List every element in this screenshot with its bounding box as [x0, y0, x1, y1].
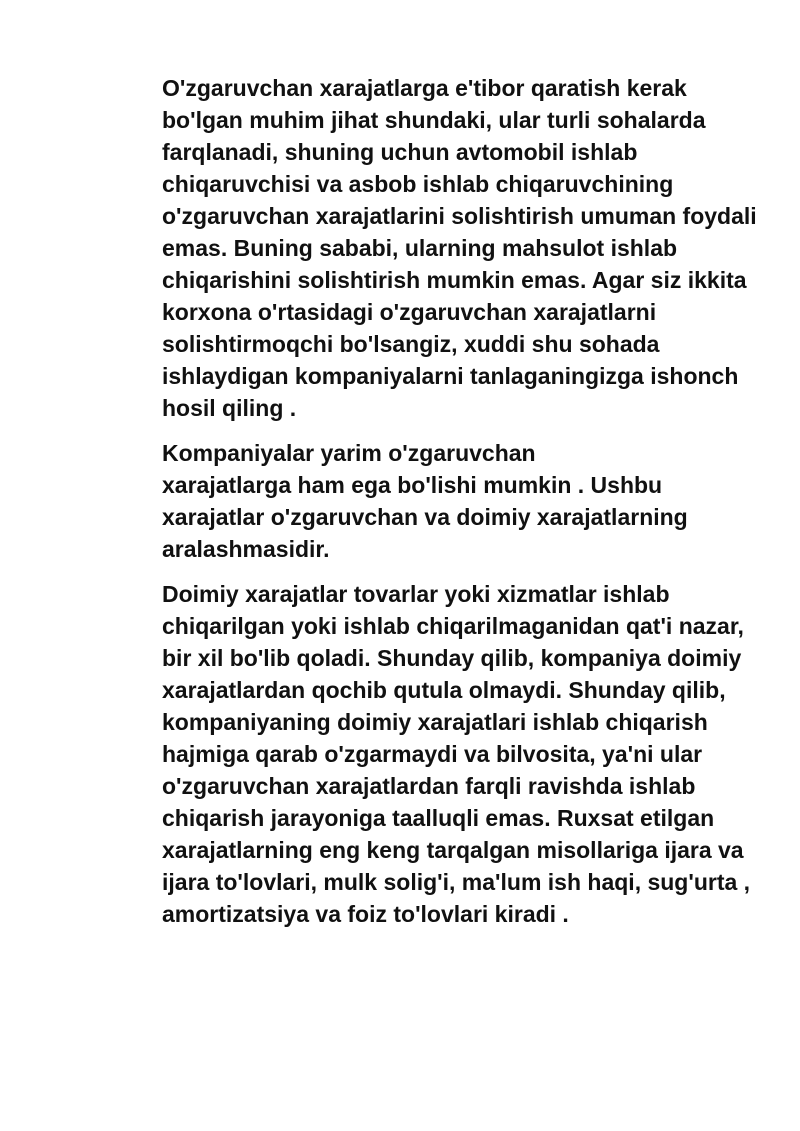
paragraph-2 [116, 437, 756, 565]
paragraph-1 [116, 72, 756, 424]
paragraph-line: solishtirmoqchi bo'lsangiz, xuddi shu sohada [162, 331, 660, 357]
paragraph-line: hosil qiling . [162, 395, 297, 421]
paragraph-line: korxona o'rtasidagi o'zgaruvchan xarajatlarni [162, 299, 657, 325]
paragraph-line: ijara to'lovlari, mulk solig'i, ma'lum ish haqi, sug'urta , [162, 869, 751, 895]
paragraph-line: emas. Buning sababi, ularning mahsulot ishlab [162, 235, 678, 261]
paragraph-line: O'zgaruvchan xarajatlarga e'tibor qaratish kerak [162, 75, 687, 101]
paragraph-line: xarajatlarga ham ega bo'lishi mumkin . Ushbu [162, 472, 663, 498]
paragraph-line: Kompaniyalar yarim o'zgaruvchan [162, 440, 536, 466]
paragraph-line: bir xil bo'lib qoladi. Shunday qilib, kompaniya doimiy [162, 645, 742, 671]
paragraph-line: Doimiy xarajatlar tovarlar yoki xizmatlar ishlab [162, 581, 670, 607]
paragraph-line: amortizatsiya va foiz to'lovlari kiradi . [162, 901, 569, 927]
paragraph-line: xarajatlardan qochib qutula olmaydi. Shunday qilib, [162, 677, 726, 703]
paragraph-line: o'zgaruvchan xarajatlarini solishtirish umuman foydali [162, 203, 757, 229]
paragraph-line: aralashmasidir. [162, 536, 330, 562]
paragraph-line: xarajatlarning eng keng tarqalgan misollariga ijara va [162, 837, 744, 863]
document-body [116, 72, 756, 943]
paragraph-line: chiqarish jarayoniga taalluqli emas. Ruxsat etilgan [162, 805, 715, 831]
paragraph-line: xarajatlar o'zgaruvchan va doimiy xarajatlarning [162, 504, 688, 530]
paragraph-line: ishlaydigan kompaniyalarni tanlaganingizga ishonch [162, 363, 739, 389]
paragraph-line: farqlanadi, shuning uchun avtomobil ishlab [162, 139, 638, 165]
paragraph-line: bo'lgan muhim jihat shundaki, ular turli sohalarda [162, 107, 706, 133]
paragraph-line: chiqarishini solishtirish mumkin emas. Agar siz ikkita [162, 267, 747, 293]
paragraph-line: chiqaruvchisi va asbob ishlab chiqaruvchining [162, 171, 674, 197]
paragraph-line: o'zgaruvchan xarajatlardan farqli ravishda ishlab [162, 773, 696, 799]
paragraph-3 [116, 578, 756, 930]
paragraph-line: kompaniyaning doimiy xarajatlari ishlab chiqarish [162, 709, 708, 735]
paragraph-line: hajmiga qarab o'zgarmaydi va bilvosita, ya'ni ular [162, 741, 703, 767]
paragraph-line: chiqarilgan yoki ishlab chiqarilmaganidan qat'i nazar, [162, 613, 744, 639]
